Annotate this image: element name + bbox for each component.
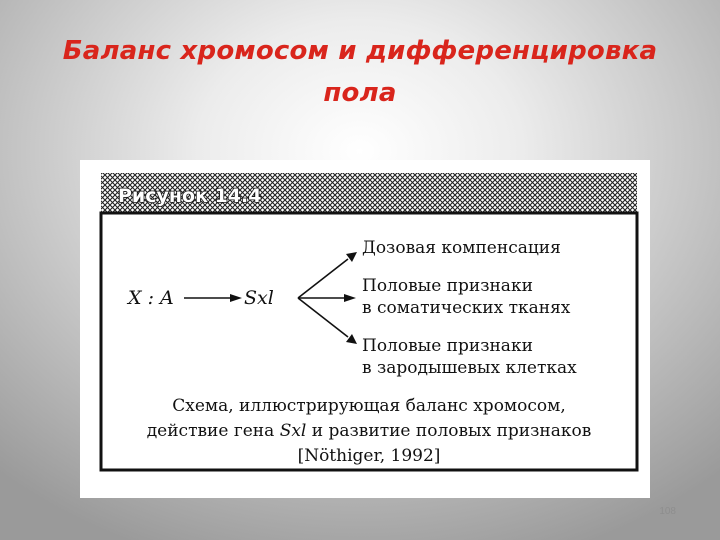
arrow-to-somatic-head bbox=[344, 294, 356, 302]
arrow-to-dosage bbox=[298, 259, 348, 298]
ratio-label: X : A bbox=[128, 287, 174, 309]
arrow-to-germline bbox=[298, 298, 348, 337]
slide-title: Баланс хромосом и дифференцировка пола bbox=[62, 36, 658, 108]
ratio-arrow-head bbox=[230, 294, 242, 302]
caption-line-2 bbox=[147, 421, 592, 441]
arrow-to-germline-head bbox=[346, 334, 357, 344]
figure-card bbox=[80, 160, 650, 498]
caption-line-2-suffix: и развитие половых признаков bbox=[306, 421, 592, 441]
gene-label: Sxl bbox=[244, 287, 274, 309]
arrow-to-dosage-head bbox=[346, 252, 357, 262]
caption-citation: [Nöthiger, 1992] bbox=[297, 446, 441, 466]
caption-line-2-prefix: действие гена bbox=[146, 421, 280, 441]
outcome-somatic-line1: Половые признаки bbox=[362, 276, 533, 296]
outcome-dosage: Дозовая компенсация bbox=[362, 238, 561, 258]
outcome-germline-line2: в зародышевых клетках bbox=[362, 358, 577, 378]
caption-line-1: Схема, иллюстрирующая баланс хромосом, bbox=[172, 396, 566, 416]
outcome-germline-line1: Половые признаки bbox=[362, 336, 533, 356]
figure-svg bbox=[80, 160, 650, 498]
outcome-somatic-line2: в соматических тканях bbox=[362, 298, 571, 318]
slide-number: 108 bbox=[659, 506, 676, 517]
figure-header-label: Рисунок 14.4 bbox=[118, 185, 262, 207]
caption-gene: Sxl bbox=[279, 421, 307, 441]
